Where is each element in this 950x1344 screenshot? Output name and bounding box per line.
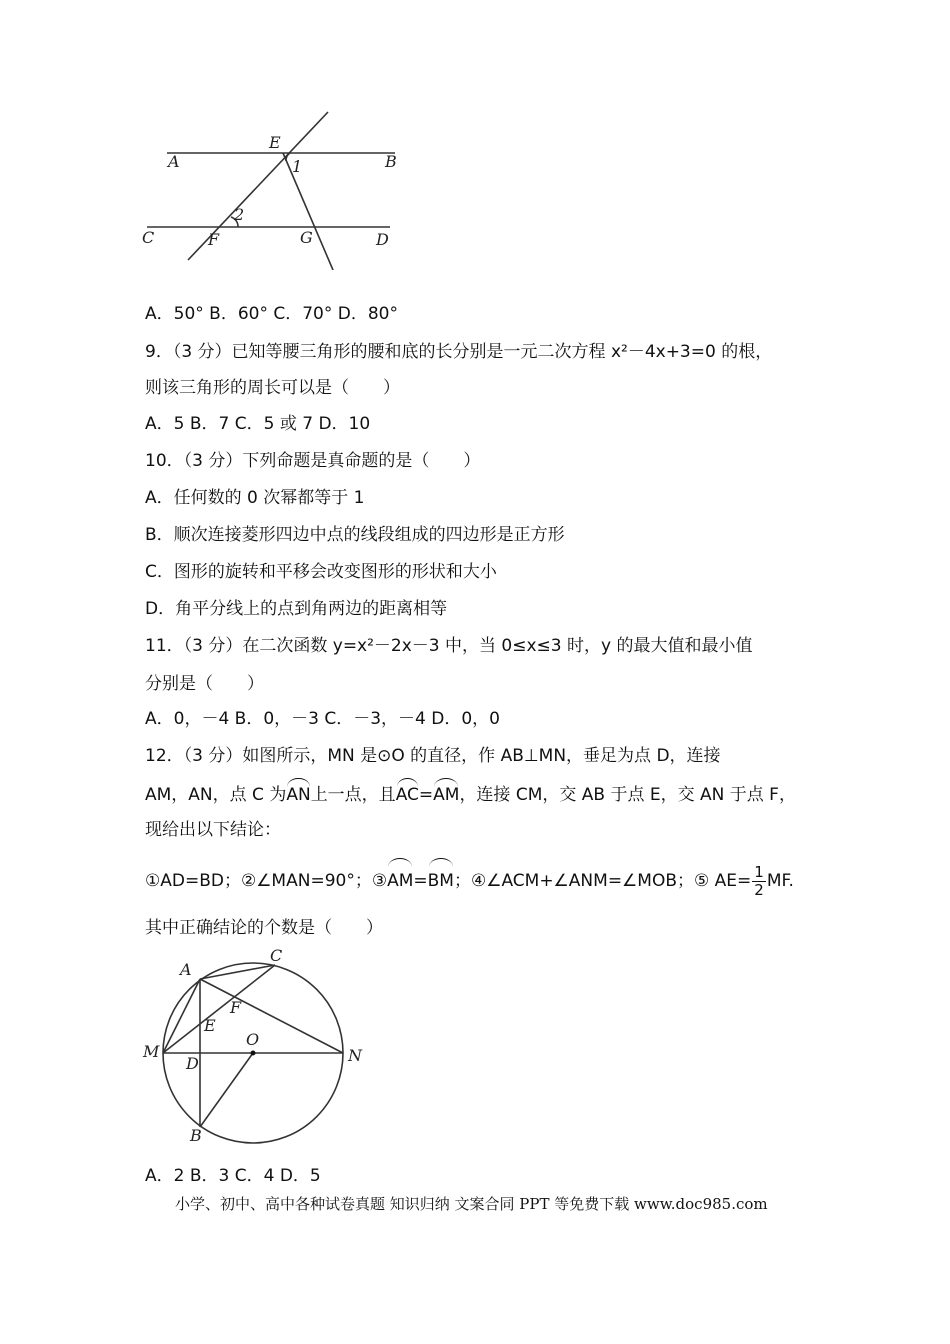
q11-options: A．0，－4 B．0，－3 C．－3，－4 D．0，0: [145, 709, 500, 729]
equals-sign: =: [418, 785, 434, 805]
angle-1-arc: [286, 153, 290, 161]
label-N2: N: [348, 1046, 362, 1065]
segment-OB: [200, 1053, 253, 1127]
q10-option-a: A．任何数的 0 次幂都等于 1: [145, 488, 365, 508]
label-B: B: [385, 152, 397, 171]
arc-AC: AC: [396, 782, 419, 806]
q10-option-c: C．图形的旋转和平移会改变图形的形状和大小: [145, 562, 497, 582]
q9-line1: 9．（3 分）已知等腰三角形的腰和底的长分别是一元二次方程 x²－4x+3=0 的根，: [145, 342, 773, 362]
arc-AM: AM: [433, 782, 459, 806]
label-F: F: [208, 230, 220, 249]
q8-options: A．50° B．60° C．70° D．80°: [145, 304, 398, 324]
label-C2: C: [270, 946, 283, 965]
parallel-lines-figure: [140, 110, 400, 270]
label-1: 1: [292, 157, 303, 176]
arc-BM: BM: [428, 862, 454, 898]
label-M2: M: [143, 1042, 160, 1061]
arc-AN: AN: [286, 782, 310, 806]
label-F2: F: [230, 998, 242, 1017]
segment-AN: [200, 979, 343, 1053]
label-E2: E: [204, 1016, 216, 1035]
q12-line2-text-b: 上一点，且: [310, 785, 396, 805]
q9-line2: 则该三角形的周长可以是（ ）: [145, 378, 400, 398]
q12-line2: [145, 782, 796, 806]
label-D2: D: [186, 1054, 199, 1073]
label-A2: A: [180, 960, 192, 979]
page-footer: 小学、初中、高中各种试卷真题 知识归纳 文案合同 PPT 等免费下载 www.doc985.com: [175, 1195, 768, 1213]
arc-AM-2: AM: [387, 862, 413, 898]
q12-line3: 现给出以下结论：: [145, 820, 281, 840]
q11-line2: 分别是（ ）: [145, 674, 264, 694]
center-dot: [251, 1051, 256, 1056]
line-EG: [283, 153, 333, 270]
label-O2: O: [246, 1030, 260, 1049]
q12-line2-text-a: AM，AN，点 C 为: [145, 785, 287, 805]
label-B2: B: [190, 1126, 202, 1145]
q9-options: A．5 B．7 C．5 或 7 D．10: [145, 414, 371, 434]
label-E: E: [269, 133, 281, 152]
label-C: C: [142, 228, 155, 247]
label-A: A: [168, 152, 180, 171]
q12-conclusions: [145, 862, 794, 899]
fraction-one-half: [752, 864, 766, 899]
q10-option-b: B．顺次连接菱形四边中点的线段组成的四边形是正方形: [145, 525, 565, 545]
q10-stem: 10．（3 分）下列命题是真命题的是（ ）: [145, 451, 481, 471]
q10-option-d: D．角平分线上的点到角两边的距离相等: [145, 599, 448, 619]
q12-line2-text-c: ，连接 CM，交 AB 于点 E，交 AN 于点 F，: [459, 785, 796, 805]
segment-AM: [163, 979, 200, 1053]
equals-sign-2: =: [413, 871, 428, 891]
circle-figure: [138, 943, 378, 1153]
segment-AC: [200, 965, 275, 979]
fraction-denominator: 2: [754, 880, 764, 899]
label-D: D: [376, 230, 389, 249]
label-G: G: [300, 228, 313, 247]
conclusions-text-b: ；④∠ACM+∠ANM=∠MOB；⑤ AE=: [453, 871, 752, 891]
q12-options: A．2 B．3 C．4 D．5: [145, 1166, 321, 1186]
q12-question: 其中正确结论的个数是（ ）: [145, 918, 383, 938]
conclusions-text-c: MF.: [766, 871, 794, 891]
label-2: 2: [234, 205, 245, 224]
q12-line1: 12．（3 分）如图所示，MN 是⊙O 的直径，作 AB⊥MN，垂足为点 D，连接: [145, 746, 721, 766]
q11-line1: 11．（3 分）在二次函数 y=x²－2x－3 中，当 0≤x≤3 时，y 的最大值和最小值: [145, 636, 753, 656]
conclusions-text-a: ①AD=BD；②∠MAN=90°；③: [145, 871, 388, 891]
fraction-numerator: 1: [754, 862, 764, 881]
